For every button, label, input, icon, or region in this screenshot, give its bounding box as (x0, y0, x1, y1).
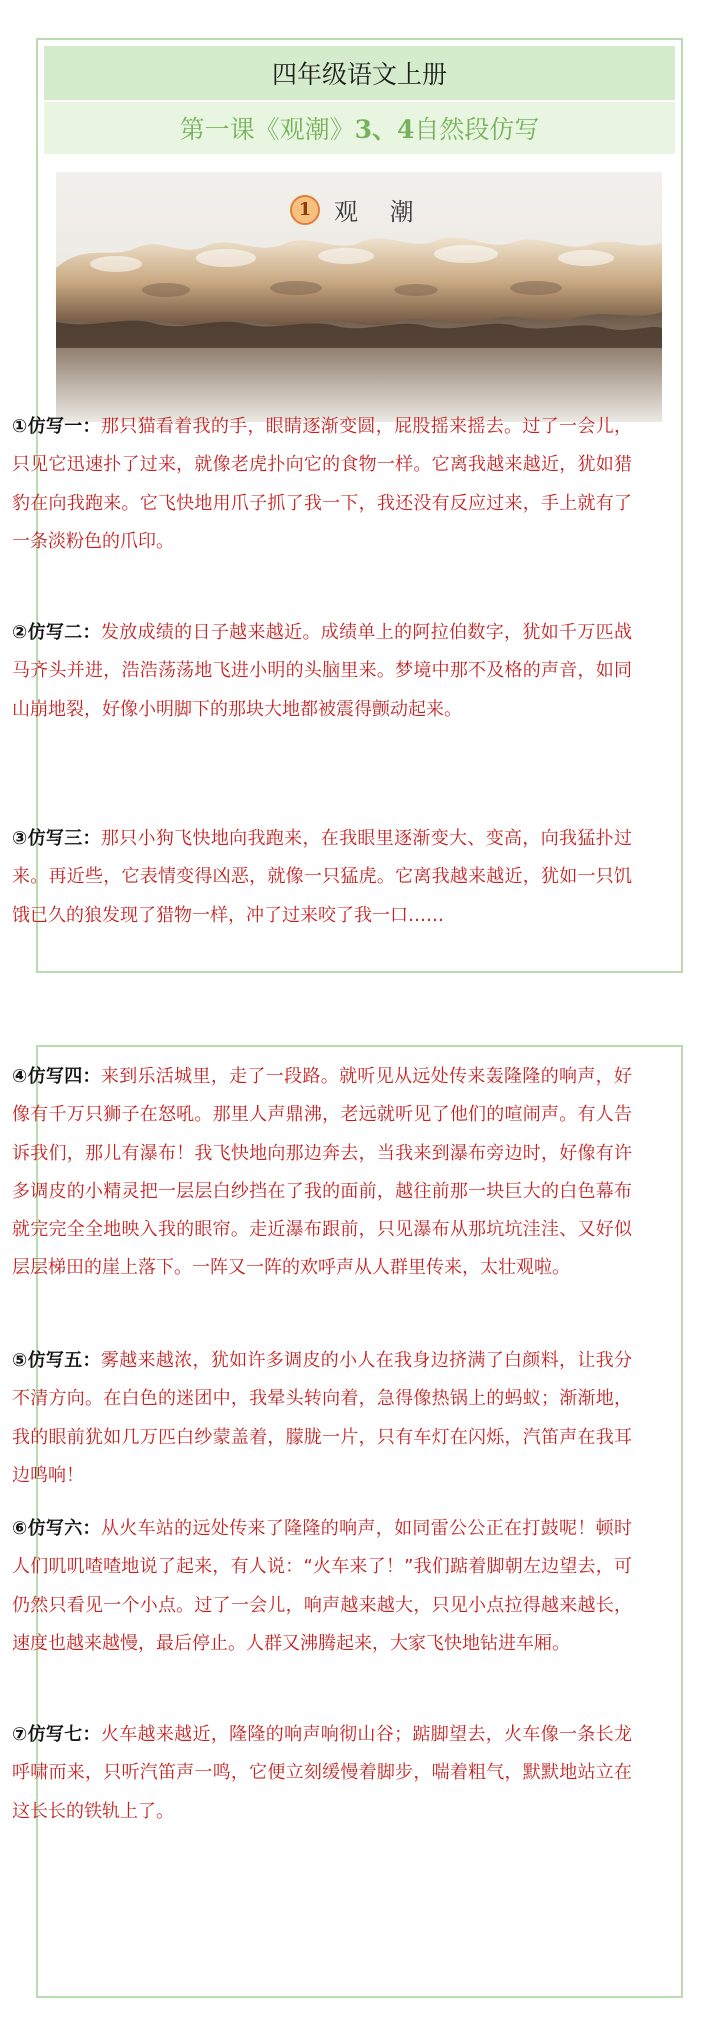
paragraph-text: 发放成绩的日子越来越近。成绩单上的阿拉伯数字，犹如千万匹战马齐头并进，浩浩荡荡地飞进小明的头脑里来。梦境中那不及格的声音，如同山崩地裂，好像小明脚下的那块大地都被震得颤动起来。 (12, 622, 632, 720)
lesson-subtitle (44, 102, 675, 154)
lesson-badge (290, 192, 426, 227)
imitation-paragraph-7 (12, 1716, 632, 1831)
lesson-number-badge: 1 (290, 195, 320, 225)
page-title (44, 46, 675, 101)
tide-banner-image (56, 172, 662, 422)
subtitle-suffix: 自然段仿写 (414, 115, 540, 144)
lesson-name: 观 潮 (334, 198, 426, 226)
page-title-text: 四年级语文上册 (271, 60, 447, 89)
paragraph-text: 那只猫看着我的手，眼睛逐渐变圆，屁股摇来摇去。过了一会儿，只见它迅速扑了过来，就像老虎扑向它的食物一样。它离我越来越近，犹如猎豹在向我跑来。它飞快地用爪子抓了我一下，我还没有反应过来，手上就有了一条淡粉色的爪印。 (12, 416, 632, 552)
paragraph-text: 那只小狗飞快地向我跑来，在我眼里逐渐变大、变高，向我猛扑过来。再近些，它表情变得凶恶，就像一只猛虎。它离我越来越近，犹如一只饥饿已久的狼发现了猎物一样，冲了过来咬了我一口…… (12, 828, 632, 926)
subtitle-prefix: 第一课《观潮》 (179, 115, 355, 144)
imitation-paragraph-2 (12, 614, 632, 729)
imitation-paragraph-4 (12, 1058, 632, 1288)
paragraph-label: ⑤仿写五： (12, 1350, 101, 1371)
paragraph-text: 雾越来越浓，犹如许多调皮的小人在我身边挤满了白颜料，让我分不清方向。在白色的迷团中，我晕头转向着，急得像热锅上的蚂蚁；渐渐地，我的眼前犹如几万匹白纱蒙盖着，朦胧一片，只有车灯在闪烁，汽笛声在我耳边鸣响！ (12, 1350, 632, 1486)
imitation-paragraph-3 (12, 820, 632, 935)
paragraph-label: ④仿写四： (12, 1066, 101, 1087)
paragraph-label: ⑦仿写七： (12, 1724, 101, 1745)
subtitle-paragraph-numbers: 3、4 (354, 115, 415, 144)
paragraph-label: ①仿写一： (12, 416, 101, 437)
paragraph-label: ③仿写三： (12, 828, 101, 849)
paragraph-text: 来到乐活城里，走了一段路。就听见从远处传来轰隆隆的响声，好像有千万只狮子在怒吼。那里人声鼎沸，老远就听见了他们的喧闹声。有人告诉我们，那儿有瀑布！我飞快地向那边奔去，当我来到瀑布旁边时，好像有许多调皮的小精灵把一层层白纱挡在了我的面前，越往前那一块巨大的白色幕布就完完全全地映入我的眼帘。走近瀑布跟前，只见瀑布从那坑坑洼洼、又好似层层梯田的崖上落下。一阵又一阵的欢呼声从人群里传来，太壮观啦。 (12, 1066, 632, 1279)
imitation-paragraph-5 (12, 1342, 632, 1495)
paragraph-label: ⑥仿写六： (12, 1518, 101, 1539)
imitation-paragraph-1 (12, 408, 632, 561)
paragraph-text: 火车越来越近，隆隆的响声响彻山谷；踮脚望去，火车像一条长龙呼啸而来，只听汽笛声一鸣，它便立刻缓慢着脚步，喘着粗气，默默地站立在这长长的铁轨上了。 (12, 1724, 632, 1822)
paragraph-label: ②仿写二： (12, 622, 101, 643)
imitation-paragraph-6 (12, 1510, 632, 1663)
paragraph-text: 从火车站的远处传来了隆隆的响声，如同雷公公正在打鼓呢！顿时人们叽叽喳喳地说了起来，有人说：“火车来了！”我们踮着脚朝左边望去，可仍然只看见一个小点。过了一会儿，响声越来越大，只见小点拉得越来越长，速度也越来越慢，最后停止。人群又沸腾起来，大家飞快地钻进车厢。 (12, 1518, 632, 1654)
